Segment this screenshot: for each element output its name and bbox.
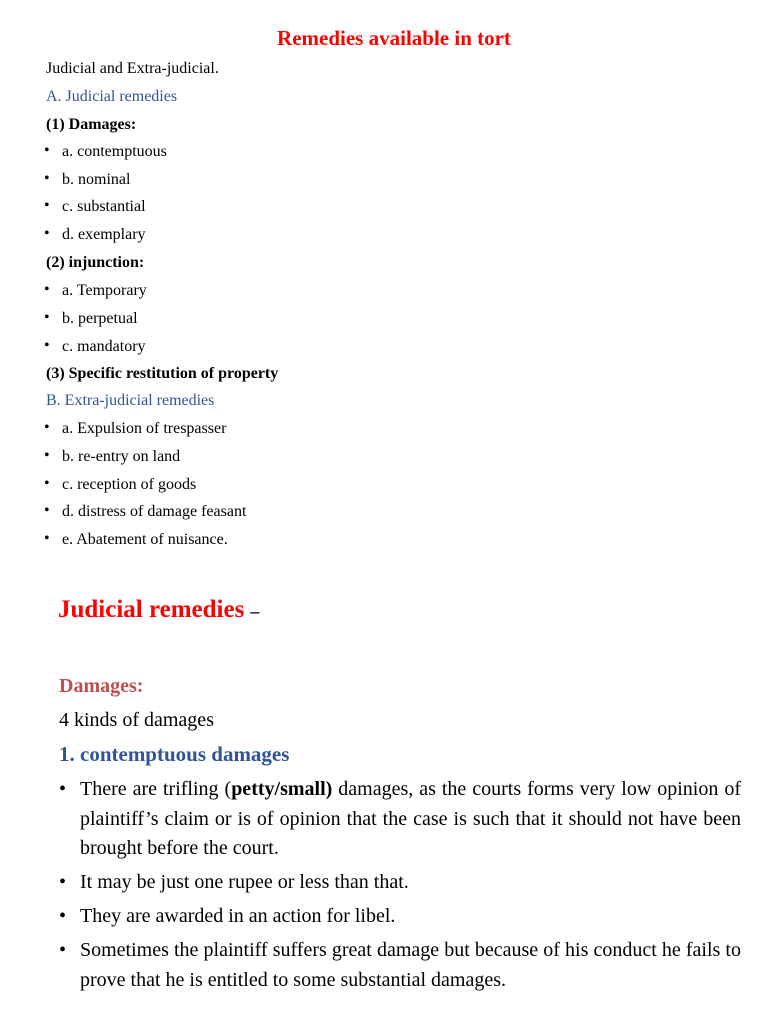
extra-judicial-heading: B. Extra-judicial remedies <box>46 392 215 409</box>
page-title: Remedies available in tort <box>277 26 511 50</box>
bullet-paragraph-trifling <box>59 775 741 864</box>
injunction-item: • c. mandatory <box>46 338 146 356</box>
bullet-paragraph-rupee: • It may be just one rupee or less than that. <box>59 868 741 898</box>
extra-judicial-item: • c. reception of goods <box>46 476 196 494</box>
damages-item: • b. nominal <box>46 171 130 189</box>
kinds-of-damages-text: 4 kinds of damages <box>59 709 214 731</box>
intro-text: Judicial and Extra-judicial. <box>46 60 219 77</box>
judicial-remedies-section-title <box>58 596 259 624</box>
injunction-heading: (2) injunction: <box>46 254 145 271</box>
restitution-heading: (3) Specific restitution of property <box>46 365 279 382</box>
damages-item: • a. contemptuous <box>46 143 167 161</box>
bullet1-text-bold: petty/small) <box>231 778 333 800</box>
extra-judicial-item: • b. re-entry on land <box>46 448 180 466</box>
damages-title: Damages: <box>59 675 144 697</box>
bullet1-text-a: There are trifling ( <box>80 778 232 800</box>
damages-item: • d. exemplary <box>46 226 146 244</box>
judicial-remedies-heading: A. Judicial remedies <box>46 88 178 105</box>
injunction-item: • a. Temporary <box>46 282 147 300</box>
contemptuous-damages-heading: 1. contemptuous damages <box>59 742 290 766</box>
section-title-dash: – <box>250 601 260 621</box>
damages-heading: (1) Damages: <box>46 116 137 133</box>
section-title-text: Judicial remedies <box>58 596 245 623</box>
bullet-paragraph-conduct: • Sometimes the plaintiff suffers great damage but because of his conduct he fails to prove that he is entitled to some substantial damages. <box>59 936 741 995</box>
bullet1-text-b: damages, as the courts forms very low opinion of plaintiff’s claim or is of opinion that the case is such that it should not have been brought before the court. <box>80 778 741 859</box>
extra-judicial-item: • d. distress of damage feasant <box>46 503 246 521</box>
damages-item: • c. substantial <box>46 198 146 216</box>
injunction-item: • b. perpetual <box>46 310 138 328</box>
extra-judicial-item: • a. Expulsion of trespasser <box>46 420 226 438</box>
bullet-paragraph-libel: • They are awarded in an action for libel. <box>59 902 741 932</box>
extra-judicial-item: • e. Abatement of nuisance. <box>46 531 228 549</box>
